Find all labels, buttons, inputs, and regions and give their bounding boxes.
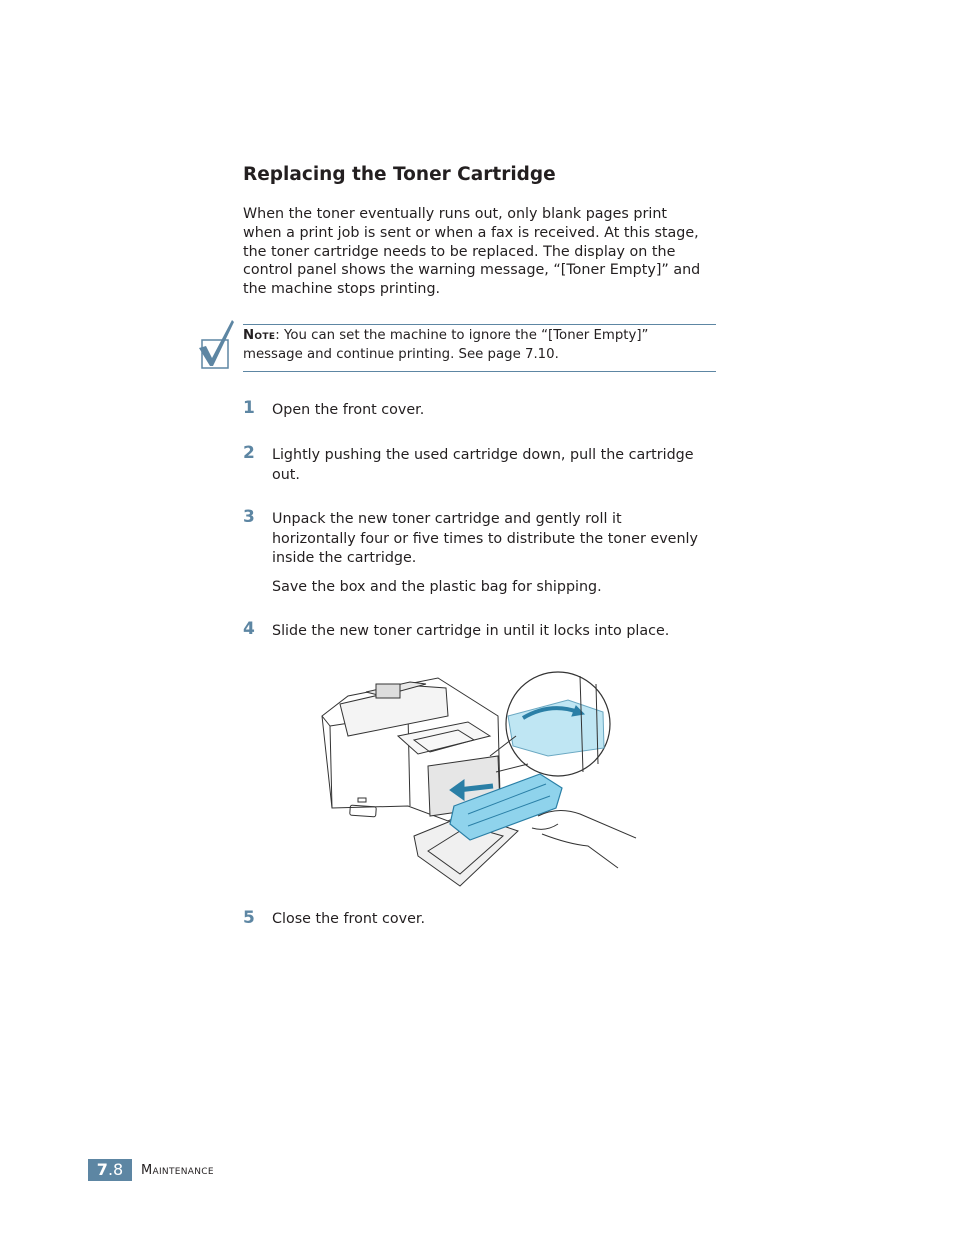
intro-line: when a print job is sent or when a fax is received. At this stage,: [243, 224, 699, 241]
intro-paragraph: [243, 205, 723, 299]
step-extra: [272, 578, 722, 598]
intro-line: control panel shows the warning message, “[Toner Empty]” and: [243, 262, 701, 279]
step-line: Save the box and the plastic bag for shipping.: [272, 579, 602, 595]
chapter-number: 7: [96, 1160, 108, 1179]
step-text: [272, 910, 722, 930]
intro-line: the toner cartridge needs to be replaced. The display on the: [243, 243, 676, 260]
step-number: 5: [243, 908, 255, 928]
step-number: 2: [243, 443, 255, 463]
step-line: Close the front cover.: [272, 911, 426, 927]
step-line: Lightly pushing the used cartridge down, pull the cartridge: [272, 447, 694, 463]
step-line: inside the cartridge.: [272, 550, 417, 566]
intro-line: When the toner eventually runs out, only blank pages print: [243, 206, 667, 222]
step-text: [272, 622, 722, 642]
step-text: [272, 401, 722, 421]
note-line-2: message and continue printing. See page 7.10.: [243, 346, 559, 362]
step-line: horizontally four or five times to distribute the toner evenly: [272, 530, 698, 547]
step-line: Slide the new toner cartridge in until it locks into place.: [272, 623, 670, 639]
step-number: 4: [243, 619, 255, 639]
printer-toner-insertion-illustration: [318, 656, 648, 892]
step-text: [272, 446, 722, 485]
step-line: Open the front cover.: [272, 402, 425, 418]
step-number: 3: [243, 507, 255, 527]
page-number: .8: [107, 1160, 124, 1179]
step-number: 1: [243, 398, 255, 418]
page-number-badge: [88, 1159, 132, 1181]
checkmark-icon: [196, 318, 236, 374]
step-text: [272, 510, 722, 569]
section-title: Replacing the Toner Cartridge: [243, 164, 556, 185]
step-line: out.: [272, 466, 300, 483]
note-text: [243, 327, 648, 364]
note-label: Note: [243, 328, 276, 343]
step-line: Unpack the new toner cartridge and gently roll it: [272, 511, 622, 527]
footer-section-name: Maintenance: [141, 1163, 214, 1178]
intro-line: the machine stops printing.: [243, 281, 441, 298]
note-line-1: : You can set the machine to ignore the “[Toner Empty]”: [275, 328, 649, 343]
